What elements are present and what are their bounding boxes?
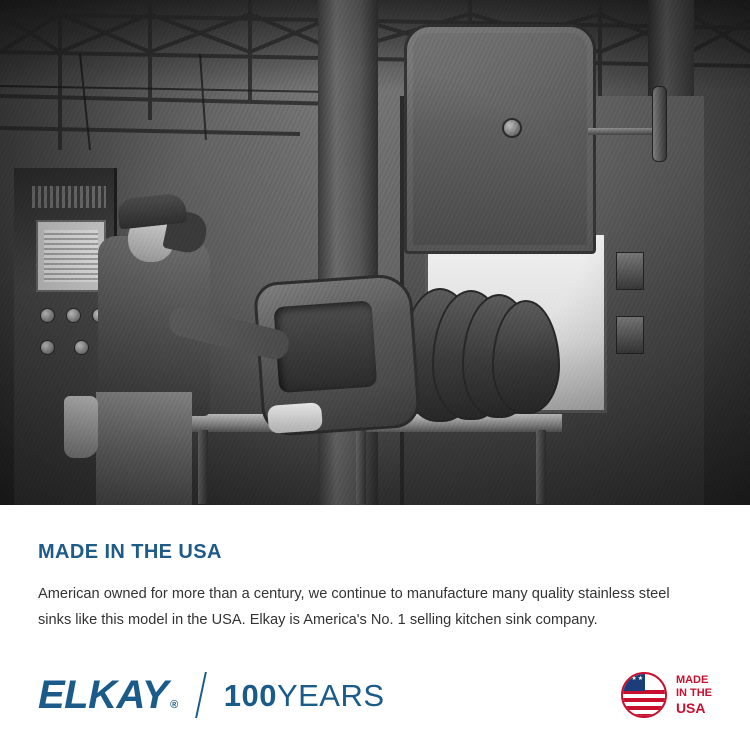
furnace-hinge-bottom bbox=[616, 316, 644, 354]
cabinet-vent-grill bbox=[32, 186, 106, 208]
table-leg-1 bbox=[198, 430, 208, 504]
content-section bbox=[0, 505, 750, 640]
made-in-usa-badge bbox=[621, 672, 712, 718]
flag-stripes bbox=[623, 690, 665, 716]
brand-footer bbox=[0, 640, 750, 750]
cabinet-dial-5 bbox=[74, 340, 89, 355]
elkay-wordmark-text: ELKAY bbox=[38, 673, 169, 717]
badge-line-1: MADE bbox=[675, 673, 709, 686]
worker-glove bbox=[267, 402, 323, 434]
furnace-door-bolt bbox=[502, 118, 522, 138]
table-leg-2 bbox=[356, 430, 366, 504]
made-in-usa-text bbox=[676, 674, 712, 716]
badge-line-2: IN THE bbox=[675, 686, 712, 699]
furnace-hinge-top bbox=[616, 252, 644, 290]
chart-recorder-panel bbox=[36, 220, 106, 292]
worker-trousers bbox=[96, 392, 192, 505]
furnace-door-rod bbox=[588, 128, 654, 135]
usa-flag-icon bbox=[621, 672, 667, 718]
badge-line-3: USA bbox=[675, 699, 706, 716]
body-paragraph: American owned for more than a century, we continue to manufacture many quality stainless steel sinks like this model in the USA. Elkay is America's No. 1 selling kitchen sink company. bbox=[38, 586, 670, 628]
cabinet-dial-1 bbox=[40, 308, 55, 323]
table-leg-3 bbox=[536, 430, 546, 504]
sink-basin bbox=[274, 300, 378, 393]
cabinet-dial-2 bbox=[66, 308, 81, 323]
brand-lockup bbox=[38, 672, 385, 718]
furnace-door-handle bbox=[652, 86, 667, 162]
flag-canton bbox=[623, 674, 645, 691]
registered-trademark-icon: ® bbox=[170, 699, 178, 711]
furnace-door bbox=[404, 24, 596, 254]
cabinet-dial-4 bbox=[40, 340, 55, 355]
anniversary-word: YEARS bbox=[276, 677, 385, 713]
elkay-logo bbox=[38, 675, 178, 715]
anniversary-number: 100 bbox=[223, 677, 277, 713]
anniversary-mark bbox=[223, 677, 385, 713]
page-title: MADE IN THE USA bbox=[38, 541, 222, 563]
logo-divider bbox=[195, 672, 207, 718]
worker-hip-rag bbox=[64, 396, 98, 458]
